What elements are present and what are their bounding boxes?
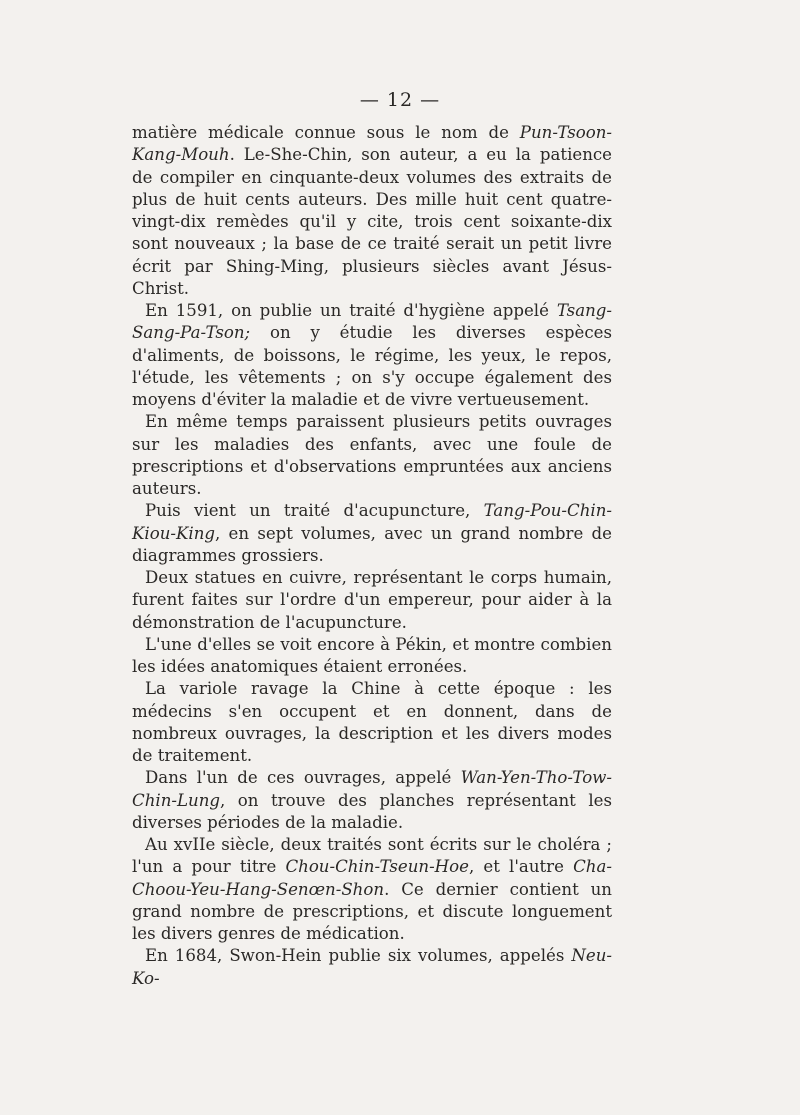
italic-title: Tang-Pou-Chin-Kiou-King (132, 501, 612, 543)
paragraph (132, 834, 612, 945)
italic-title: Pun-Tsoon-Kang-Mouh (132, 123, 612, 165)
text-run: on y étudie les diverses espèces d'aliments, de boissons, le régime, les yeux, le repos, l'étude, les vêtements ; on s'y occupe également des moyens d'éviter la maladie et de vivre vertueusement. (132, 323, 612, 409)
paragraph (132, 300, 612, 411)
text-run: La variole ravage la Chine à cette époque : les médecins s'en occupent et en donnent, dans de nombreux ouvrages, la description et les divers modes de traitement. (132, 679, 612, 765)
text-run: Puis vient un traité d'acupuncture, (145, 501, 484, 521)
paragraph (132, 678, 612, 767)
paragraph (132, 411, 612, 500)
italic-title: Cha-Choou-Yeu-Hang-Senœn-Shon (132, 857, 612, 899)
page-number: — 12 — (359, 89, 441, 111)
text-run: Dans l'un de ces ouvrages, appelé (145, 768, 461, 788)
italic-title: Chou-Chin-Tseun-Hoe (285, 857, 469, 877)
text-run: En même temps paraissent plusieurs petits ouvrages sur les maladies des enfants, avec une foule de prescriptions et d'observations empruntées aux anciens auteurs. (132, 412, 612, 498)
text-run: matière médicale connue sous le nom de (132, 123, 520, 142)
paragraph (132, 767, 612, 834)
body-text (132, 122, 612, 990)
text-run: . Ce dernier contient un grand nombre de prescriptions, et discute longuement les divers genres de médication. (132, 879, 612, 943)
italic-title: Wan-Yen-Tho-Tow-Chin-Lung (132, 768, 612, 810)
paragraph (132, 567, 612, 634)
italic-title: Tsang-Sang-Pa-Tson; (132, 301, 612, 343)
paragraph (132, 634, 612, 679)
paragraph (132, 122, 612, 300)
text-run: , et l'autre (468, 857, 574, 877)
text-run: En 1591, on publie un traité d'hygiène appelé (145, 301, 557, 320)
text-run: , en sept volumes, avec un grand nombre de diagrammes grossiers. (132, 523, 612, 565)
paragraph (132, 500, 612, 567)
text-run: . Le-She-Chin, son auteur, a eu la patience de compiler en cinquante-deux volumes des extraits de plus de huit cents auteurs. Des mille huit cent quatre-vingt-dix remèdes qu'il y cite, trois cent soixante-dix sont nouveaux ; la base de ce traité serait un petit livre écrit par Shing-Ming, plusieurs siècles avant Jésus-Christ. (132, 145, 612, 298)
text-run: Au xvIIe siècle, deux traités sont écrits sur le choléra ; l'un a pour titre (132, 835, 612, 877)
paragraph (132, 945, 612, 990)
text-run: , on trouve des planches représentant les diverses périodes de la maladie. (132, 790, 612, 832)
italic-title: Neu-Ko- (132, 946, 612, 988)
text-run: Deux statues en cuivre, représentant le corps humain, furent faites sur l'ordre d'un empereur, pour aider à la démonstration de l'acupuncture. (132, 568, 612, 632)
text-run: En 1684, Swon-Hein publie six volumes, appelés (145, 946, 572, 966)
text-run: L'une d'elles se voit encore à Pékin, et montre combien les idées anatomiques étaient erronées. (132, 634, 612, 676)
